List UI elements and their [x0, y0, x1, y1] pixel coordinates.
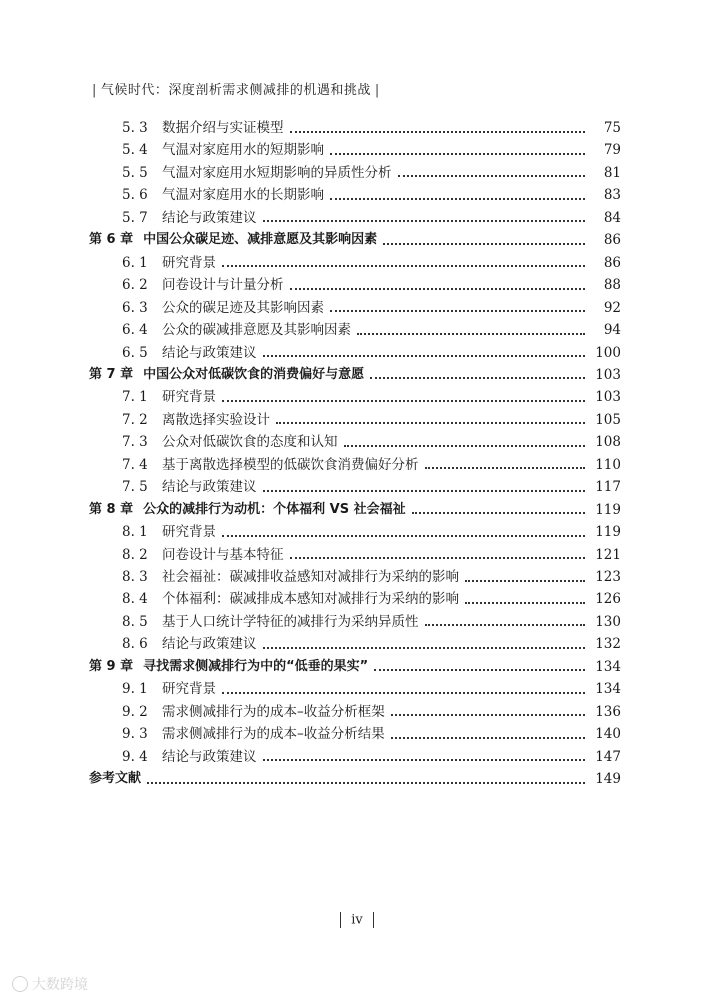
toc-number: 8. 2 — [122, 546, 148, 563]
toc-dot-leader — [222, 534, 585, 537]
toc-number: 9. 1 — [122, 681, 148, 698]
toc-page-number: 86 — [603, 254, 621, 271]
toc-page-number: 121 — [595, 546, 621, 563]
toc-title: 中国公众碳足迹、减排意愿及其影响因素 — [143, 232, 378, 248]
toc-number: 6. 2 — [122, 277, 148, 294]
toc-number: 9. 4 — [122, 748, 148, 765]
toc-dot-leader — [263, 646, 586, 649]
toc-page-number: 103 — [595, 389, 621, 406]
toc-section-row[interactable] — [0, 722, 714, 746]
header-right-bar: | — [374, 83, 380, 98]
toc-title: 公众的碳足迹及其影响因素 — [162, 299, 324, 316]
toc-number: 7. 5 — [122, 479, 148, 496]
toc-dot-leader — [290, 130, 586, 133]
toc-title: 问卷设计与计量分析 — [162, 277, 284, 294]
watermark — [12, 974, 88, 994]
toc-number: 6. 4 — [122, 322, 148, 339]
toc-section-row[interactable] — [0, 587, 714, 611]
toc-title: 需求侧减排行为的成本–收益分析结果 — [162, 726, 385, 743]
toc-dot-leader — [330, 197, 585, 200]
toc-section-row[interactable] — [0, 273, 714, 297]
toc-page-number: 84 — [603, 209, 621, 226]
toc-number: 7. 3 — [122, 434, 148, 451]
toc-number: 7. 1 — [122, 389, 148, 406]
toc-title: 结论与政策建议 — [162, 636, 257, 653]
toc-title: 研究背景 — [162, 389, 216, 406]
running-title: 气候时代：深度剖析需求侧减排的机遇和挑战 — [100, 83, 371, 98]
toc-page-number: 130 — [595, 613, 621, 630]
toc-dot-leader — [147, 781, 585, 784]
toc-section-row[interactable] — [0, 700, 714, 724]
toc-page-number: 103 — [595, 366, 621, 383]
toc-number: 7. 4 — [122, 456, 148, 473]
toc-title: 基于人口统计学特征的减排行为采纳异质性 — [162, 613, 419, 630]
toc-page-number: 140 — [595, 726, 621, 743]
toc-number: 8. 3 — [122, 569, 148, 585]
toc-dot-leader — [222, 399, 585, 402]
toc-section-row[interactable] — [0, 408, 714, 432]
toc-title: 公众的减排行为动机：个体福利 VS 社会福祉 — [143, 501, 406, 517]
toc-title: 研究背景 — [162, 524, 216, 541]
toc-page-number: 126 — [595, 591, 621, 608]
toc-section-row[interactable] — [0, 632, 714, 656]
toc-number: 8. 1 — [122, 524, 148, 541]
toc-section-row[interactable] — [0, 565, 714, 589]
toc-dot-leader — [465, 579, 585, 582]
toc-dot-leader — [374, 668, 585, 671]
toc-dot-leader — [391, 736, 585, 739]
toc-page-number: 119 — [595, 501, 621, 518]
watermark-logo-icon — [12, 976, 28, 992]
toc-number: 8. 5 — [122, 613, 148, 630]
toc-number: 5. 6 — [122, 187, 148, 204]
toc-page-number: 132 — [595, 636, 621, 653]
toc-dot-leader — [425, 623, 586, 626]
toc-section-row[interactable] — [0, 745, 714, 769]
toc-title: 结论与政策建议 — [162, 479, 257, 496]
toc-page-number: 81 — [603, 164, 621, 181]
toc-number: 6. 3 — [122, 299, 148, 316]
toc-section-row[interactable] — [0, 206, 714, 230]
toc-title: 研究背景 — [162, 254, 216, 271]
toc-page-number: 75 — [603, 120, 621, 136]
toc-number: 5. 7 — [122, 209, 148, 226]
toc-dot-leader — [222, 264, 585, 267]
toc-section-row[interactable] — [0, 251, 714, 275]
toc-title: 参考文献 — [89, 771, 142, 787]
toc-page-number: 134 — [595, 681, 621, 698]
footer-left-bar — [340, 912, 341, 928]
toc-section-row[interactable] — [0, 453, 714, 477]
toc-page-number: 117 — [595, 479, 621, 496]
toc-number: 7. 2 — [122, 411, 148, 428]
toc-dot-leader — [263, 219, 586, 222]
toc-chapter-row[interactable] — [0, 767, 714, 791]
page-number: iv — [351, 912, 363, 928]
toc-number: 8. 4 — [122, 591, 148, 608]
toc-page-number: 92 — [603, 299, 621, 316]
toc-number: 9. 3 — [122, 726, 148, 743]
toc-section-row[interactable] — [0, 677, 714, 701]
toc-dot-leader — [383, 242, 585, 245]
toc-dot-leader — [263, 489, 586, 492]
toc-number: 6. 1 — [122, 254, 148, 271]
toc-title: 离散选择实验设计 — [162, 411, 270, 428]
toc-dot-leader — [344, 444, 586, 447]
toc-section-row[interactable] — [0, 138, 714, 162]
toc-title: 需求侧减排行为的成本–收益分析框架 — [162, 703, 385, 720]
toc-page-number: 83 — [603, 187, 621, 204]
toc-number: 8. 6 — [122, 636, 148, 653]
toc-chapter-row[interactable] — [0, 498, 714, 522]
toc-section-row[interactable] — [0, 183, 714, 207]
toc-page-number: 134 — [595, 658, 621, 675]
toc-page-number: 108 — [595, 434, 621, 451]
toc-section-row[interactable] — [0, 341, 714, 365]
toc-dot-leader — [263, 354, 586, 357]
toc-section-row[interactable] — [0, 543, 714, 567]
toc-number: 5. 3 — [122, 120, 148, 136]
toc-section-row[interactable] — [0, 475, 714, 499]
toc-page-number: 86 — [603, 232, 621, 249]
toc-page-number: 119 — [595, 524, 621, 541]
toc-dot-leader — [465, 601, 585, 604]
toc-dot-leader — [290, 287, 586, 290]
watermark-text: 大数跨境 — [32, 977, 88, 993]
toc-title: 气温对家庭用水的长期影响 — [162, 187, 324, 204]
toc-section-row[interactable] — [0, 296, 714, 320]
page-footer — [0, 912, 714, 928]
toc-page-number: 110 — [595, 456, 621, 473]
footer-right-bar — [373, 912, 374, 928]
toc-section-row[interactable] — [0, 385, 714, 409]
toc-page-number: 149 — [595, 771, 621, 788]
toc-number: 第 9 章 — [89, 658, 134, 674]
toc-page-number: 136 — [595, 703, 621, 720]
toc-number: 9. 2 — [122, 703, 148, 720]
toc-number: 第 8 章 — [89, 501, 134, 517]
toc-dot-leader — [425, 466, 586, 469]
toc-page-number: 100 — [595, 344, 621, 361]
toc-title: 中国公众对低碳饮食的消费偏好与意愿 — [143, 366, 365, 382]
toc-title: 研究背景 — [162, 681, 216, 698]
toc-page-number: 79 — [603, 142, 621, 159]
toc-page-number: 123 — [595, 569, 621, 585]
toc-dot-leader — [290, 556, 586, 559]
toc-number: 5. 4 — [122, 142, 148, 159]
toc-title: 问卷设计与基本特征 — [162, 546, 284, 563]
toc-page-number: 88 — [603, 277, 621, 294]
toc-title: 结论与政策建议 — [162, 344, 257, 361]
toc-page-number: 105 — [595, 411, 621, 428]
toc-title: 结论与政策建议 — [162, 748, 257, 765]
toc-title: 公众的碳减排意愿及其影响因素 — [162, 322, 351, 339]
toc-section-row[interactable] — [0, 318, 714, 342]
toc-dot-leader — [412, 511, 585, 514]
toc-number: 第 6 章 — [89, 232, 134, 248]
toc-title: 基于离散选择模型的低碳饮食消费偏好分析 — [162, 456, 419, 473]
header-left-bar: | — [92, 83, 97, 98]
toc-title: 公众对低碳饮食的态度和认知 — [162, 434, 338, 451]
toc-dot-leader — [398, 174, 586, 177]
toc-title: 气温对家庭用水短期影响的异质性分析 — [162, 164, 392, 181]
toc-chapter-row[interactable] — [0, 655, 714, 679]
toc-dot-leader — [391, 713, 585, 716]
toc-dot-leader — [370, 376, 585, 379]
toc-dot-leader — [263, 758, 586, 761]
toc-dot-leader — [222, 691, 585, 694]
toc-section-row[interactable] — [0, 430, 714, 454]
toc-number: 5. 5 — [122, 164, 148, 181]
toc-number: 第 7 章 — [89, 366, 134, 382]
toc-title: 社会福祉：碳减排收益感知对减排行为采纳的影响 — [162, 569, 459, 585]
toc-page-number: 94 — [603, 322, 621, 339]
toc-title: 个体福利：碳减排成本感知对减排行为采纳的影响 — [162, 591, 459, 608]
toc-dot-leader — [276, 421, 585, 424]
toc-section-row[interactable] — [0, 610, 714, 634]
toc-title: 结论与政策建议 — [162, 209, 257, 226]
running-header — [88, 79, 384, 98]
toc-section-row[interactable] — [0, 116, 714, 140]
toc-dot-leader — [330, 152, 585, 155]
toc-dot-leader — [357, 332, 585, 335]
toc-number: 6. 5 — [122, 344, 148, 361]
toc-title: 气温对家庭用水的短期影响 — [162, 142, 324, 159]
toc-chapter-row[interactable] — [0, 363, 714, 387]
toc-page-number: 147 — [595, 748, 621, 765]
toc-title: 寻找需求侧减排行为中的“低垂的果实” — [143, 658, 369, 674]
toc-dot-leader — [330, 309, 585, 312]
toc-chapter-row[interactable] — [0, 228, 714, 252]
toc-title: 数据介绍与实证模型 — [162, 120, 284, 136]
toc-section-row[interactable] — [0, 520, 714, 544]
toc-section-row[interactable] — [0, 161, 714, 185]
